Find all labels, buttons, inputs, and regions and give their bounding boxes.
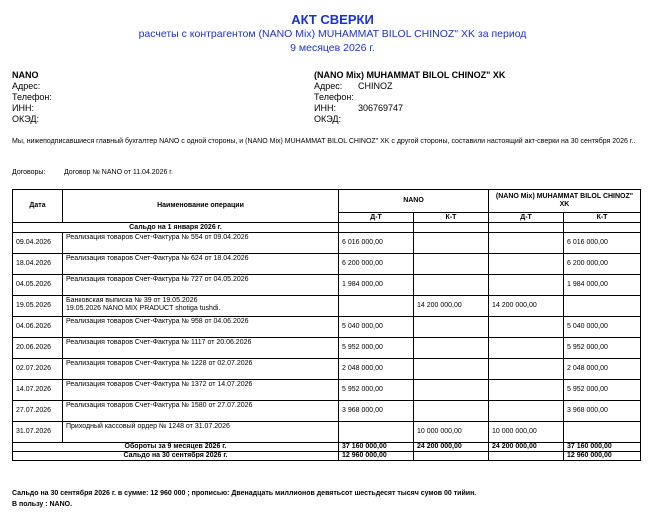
row-debit-right: [489, 317, 564, 338]
party-left-name: NANO: [12, 70, 39, 80]
summary-line-in-favor: В пользу : NANO.: [12, 501, 73, 508]
row-operation-line2: 19.05.2026 NANO MIX PRADUCT shotiga tushdi.: [66, 305, 221, 312]
row-date: 02.07.2026: [13, 359, 63, 380]
row-debit-left: [339, 296, 414, 317]
row-operation-line1: Реализация товаров Счет-Фактура № 1372 от 14.07.2026: [66, 381, 253, 388]
row-operation: [63, 233, 339, 254]
row-date: 31.07.2026: [13, 422, 63, 443]
turnover-debit-right: 24 200 000,00: [489, 443, 564, 452]
row-debit-left: 5 040 000,00: [339, 317, 414, 338]
row-operation: [63, 422, 339, 443]
row-credit-right: [564, 422, 641, 443]
table-row: [13, 422, 641, 443]
column-header-party-right: (NANO Mix) MUHAMMAT BILOL CHINOZ" XK: [489, 190, 641, 213]
column-header-date: Дата: [13, 190, 63, 223]
row-date: 27.07.2026: [13, 401, 63, 422]
row-credit-left: [414, 380, 489, 401]
table-header-row: [13, 190, 641, 213]
row-debit-left: 6 016 000,00: [339, 233, 414, 254]
row-debit-right: [489, 380, 564, 401]
party-left-okad-label: ОКЭД:: [12, 114, 40, 124]
intro-paragraph: Мы, нижеподписавшиеся главный бухгалтер NANO с одной стороны, и (NANO Mix) MUHAMMAT BILOL CHINOZ" XK с другой стороны, составили настоящий акт-сверки на 30 сентября 2026 г..: [12, 138, 636, 145]
row-credit-left: [414, 338, 489, 359]
row-operation-line1: Банковская выписка № 39 от 19.05.2026: [66, 297, 198, 304]
row-credit-left: 10 000 000,00: [414, 422, 489, 443]
contracts-line: [12, 168, 173, 177]
party-left-phone-label: Телефон:: [12, 92, 52, 102]
row-date: 04.05.2026: [13, 275, 63, 296]
row-operation: [63, 296, 339, 317]
row-debit-right: [489, 233, 564, 254]
document-subtitle-line1: расчеты с контрагентом (NANO Mix) MUHAMMAT BILOL CHINOZ" XK за период: [138, 28, 527, 40]
row-credit-left: 14 200 000,00: [414, 296, 489, 317]
row-debit-right: 14 200 000,00: [489, 296, 564, 317]
row-credit-left: [414, 233, 489, 254]
row-debit-right: [489, 359, 564, 380]
row-debit-right: [489, 254, 564, 275]
row-credit-left: [414, 317, 489, 338]
turnover-credit-left: 24 200 000,00: [414, 443, 489, 452]
row-operation-line1: Реализация товаров Счет-Фактура № 624 от 18.04.2026: [66, 255, 249, 262]
row-credit-right: 3 968 000,00: [564, 401, 641, 422]
row-operation-line1: Реализация товаров Счет-Фактура № 554 от 09.04.2026: [66, 234, 249, 241]
party-right-address-row: [314, 81, 505, 92]
row-date: 14.07.2026: [13, 380, 63, 401]
closing-balance-label: Сальдо на 30 сентября 2026 г.: [13, 452, 339, 461]
party-right-inn-value: 306769747: [358, 103, 404, 113]
party-right-inn-row: [314, 103, 505, 114]
row-debit-right: [489, 401, 564, 422]
turnover-label: Обороты за 9 месяцев 2026 г.: [13, 443, 339, 452]
row-debit-left: 3 968 000,00: [339, 401, 414, 422]
row-credit-left: [414, 254, 489, 275]
row-credit-right: 2 048 000,00: [564, 359, 641, 380]
row-operation: [63, 359, 339, 380]
contracts-value: Договор № NANO от 11.04.2026 г.: [63, 169, 173, 176]
row-date: 09.04.2026: [13, 233, 63, 254]
closing-debit-left: 12 960 000,00: [339, 452, 414, 461]
row-operation-line1: Приходный кассовый ордер № 1248 от 31.07.2026: [66, 423, 230, 430]
closing-balance-row: [13, 452, 641, 461]
row-date: 18.04.2026: [13, 254, 63, 275]
table-row: [13, 275, 641, 296]
party-right-address-label: Адрес:: [314, 81, 343, 91]
row-credit-left: [414, 275, 489, 296]
table-row: [13, 380, 641, 401]
party-right-address-value: CHINOZ: [358, 81, 393, 91]
row-operation-line1: Реализация товаров Счет-Фактура № 1228 от 02.07.2026: [66, 360, 253, 367]
row-credit-right: 6 200 000,00: [564, 254, 641, 275]
row-operation: [63, 338, 339, 359]
row-credit-right: 5 952 000,00: [564, 380, 641, 401]
party-right-phone-label: Телефон:: [314, 92, 354, 102]
column-header-credit-left: К-Т: [414, 213, 489, 223]
contracts-label: Договоры:: [12, 169, 46, 176]
document-title: АКТ СВЕРКИ: [291, 12, 374, 27]
row-credit-right: [564, 296, 641, 317]
opening-balance-cell: [489, 223, 564, 233]
row-operation: [63, 254, 339, 275]
closing-debit-right: [489, 452, 564, 461]
opening-balance-label: Сальдо на 1 января 2026 г.: [13, 223, 339, 233]
table-row: [13, 338, 641, 359]
row-operation-line1: Реализация товаров Счет-Фактура № 1580 от 27.07.2026: [66, 402, 253, 409]
row-debit-right: [489, 275, 564, 296]
row-credit-right: 6 016 000,00: [564, 233, 641, 254]
table-row: [13, 233, 641, 254]
table-row: [13, 254, 641, 275]
opening-balance-cell: [339, 223, 414, 233]
party-left-address-row: [12, 81, 56, 92]
party-right-name: (NANO Mix) MUHAMMAT BILOL CHINOZ" XK: [314, 70, 506, 80]
party-left-inn-label: ИНН:: [12, 103, 34, 113]
turnover-debit-left: 37 160 000,00: [339, 443, 414, 452]
row-credit-left: [414, 401, 489, 422]
summary-line-balance: Сальдо на 30 сентября 2026 г. в сумме: 12 960 000 ; прописью: Двенадцать миллионов девятьсот шестьдесят тысяч сумов 00 тийин.: [12, 490, 477, 497]
party-left-address-label: Адрес:: [12, 81, 41, 91]
row-debit-left: 6 200 000,00: [339, 254, 414, 275]
table-row: [13, 317, 641, 338]
party-left-inn-row: [12, 103, 56, 114]
column-header-operation: Наименование операции: [63, 190, 339, 223]
opening-balance-row: [13, 223, 641, 233]
row-credit-right: 5 952 000,00: [564, 338, 641, 359]
party-left: [12, 70, 56, 125]
table-row: [13, 296, 641, 317]
reconciliation-table: [12, 189, 641, 461]
closing-credit-right: 12 960 000,00: [564, 452, 641, 461]
document-header: [0, 12, 665, 55]
row-credit-right: 1 984 000,00: [564, 275, 641, 296]
row-operation: [63, 380, 339, 401]
row-operation: [63, 275, 339, 296]
turnover-row: [13, 443, 641, 452]
row-debit-left: 2 048 000,00: [339, 359, 414, 380]
document-subtitle-line2: 9 месяцев 2026 г.: [290, 42, 375, 54]
opening-balance-cell: [564, 223, 641, 233]
row-operation: [63, 317, 339, 338]
table-row: [13, 359, 641, 380]
party-right-okad-label: ОКЭД:: [314, 114, 342, 124]
table-row: [13, 401, 641, 422]
row-operation: [63, 401, 339, 422]
party-right-inn-label: ИНН:: [314, 103, 336, 113]
closing-credit-left: [414, 452, 489, 461]
row-date: 20.06.2026: [13, 338, 63, 359]
row-credit-left: [414, 359, 489, 380]
row-operation-line1: Реализация товаров Счет-Фактура № 1117 от 20.06.2026: [66, 339, 252, 346]
row-operation-line1: Реализация товаров Счет-Фактура № 727 от 04.05.2026: [66, 276, 249, 283]
column-header-debit-right: Д-Т: [489, 213, 564, 223]
row-operation-line1: Реализация товаров Счет-Фактура № 958 от 04.06.2026: [66, 318, 249, 325]
column-header-credit-right: К-Т: [564, 213, 641, 223]
row-debit-right: [489, 338, 564, 359]
row-date: 04.06.2026: [13, 317, 63, 338]
row-credit-right: 5 040 000,00: [564, 317, 641, 338]
row-debit-left: 5 952 000,00: [339, 380, 414, 401]
row-debit-left: [339, 422, 414, 443]
row-debit-right: 10 000 000,00: [489, 422, 564, 443]
turnover-credit-right: 37 160 000,00: [564, 443, 641, 452]
row-debit-left: 5 952 000,00: [339, 338, 414, 359]
column-header-party-left: NANO: [339, 190, 489, 213]
summary-block: [12, 488, 476, 510]
row-debit-left: 1 984 000,00: [339, 275, 414, 296]
row-date: 19.05.2026: [13, 296, 63, 317]
opening-balance-cell: [414, 223, 489, 233]
party-right: [314, 70, 505, 125]
column-header-debit-left: Д-Т: [339, 213, 414, 223]
